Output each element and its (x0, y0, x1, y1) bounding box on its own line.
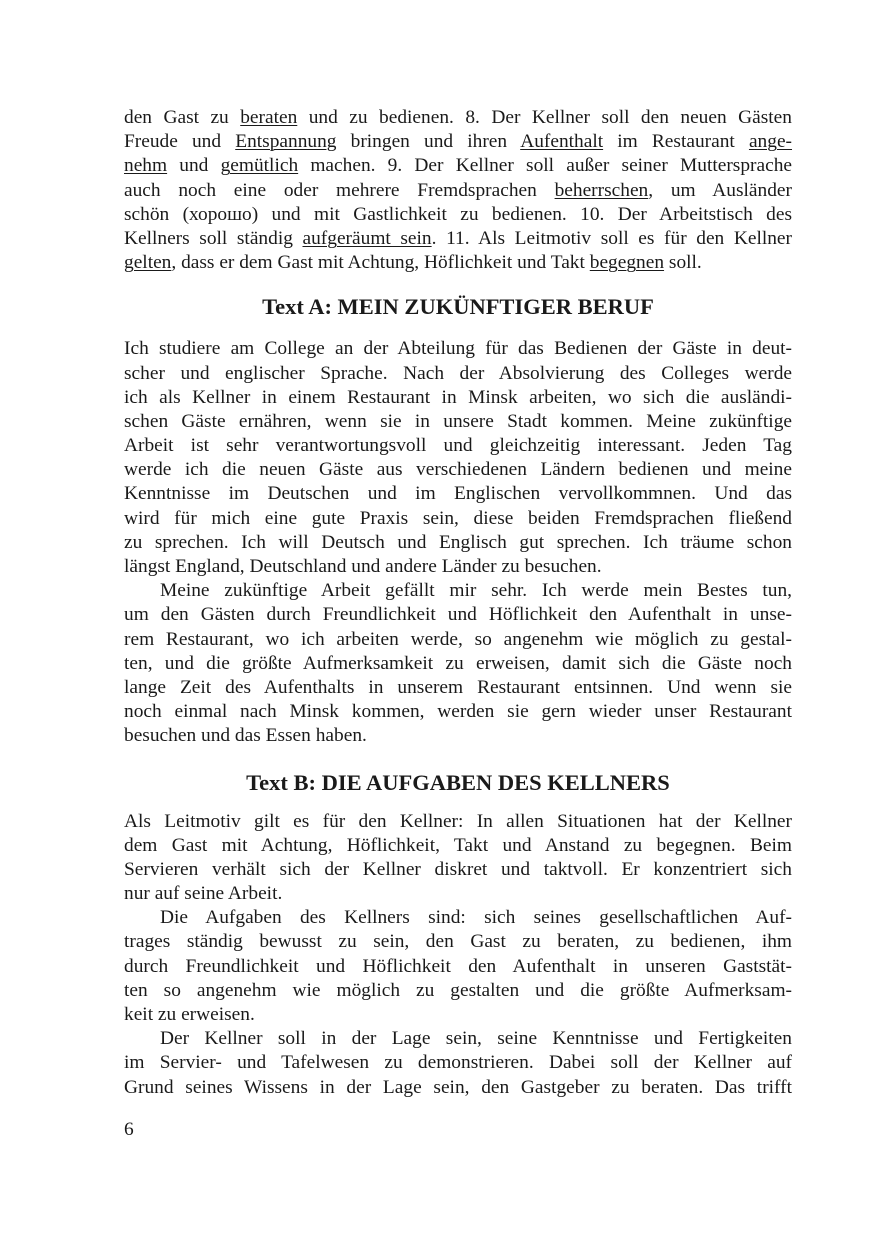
text-line: gelten, dass er dem Gast mit Achtung, Höflichkeit und Takt begegnen soll. (124, 252, 702, 274)
text-line: Die Aufgaben des Kellners sind: sich seines gesellschaftlichen Auf- (160, 907, 792, 929)
text-line: schön (хорошо) und mit Gastlichkeit zu bedienen. 10. Der Arbeitstisch des (124, 203, 792, 225)
text-line: Ich studiere am College an der Abteilung für das Bedienen der Gäste in deut- (124, 338, 792, 360)
intro-section (124, 106, 792, 275)
text-line: trages ständig bewusst zu sein, den Gast zu beraten, zu bedienen, ihm (124, 931, 792, 953)
text-line: noch einmal nach Minsk kommen, werden sie gern wieder unser Restaurant (124, 701, 792, 723)
text-line: werde ich die neuen Gäste aus verschiedenen Ländern bedienen und meine (124, 459, 792, 481)
text-line: nur auf seine Arbeit. (124, 883, 283, 905)
paragraph (124, 1027, 792, 1100)
underlined-term: gemütlich (220, 155, 299, 177)
paragraph (124, 337, 792, 579)
text-a-heading: Text A: MEIN ZUKÜNFTIGER BERUF (262, 294, 654, 320)
text-line: Meine zukünftige Arbeit gefällt mir sehr. Ich werde mein Bestes tun, (160, 580, 792, 602)
underlined-term: ange- (748, 131, 793, 153)
paragraph (124, 906, 792, 1027)
text-line: lange Zeit des Aufenthalts in unserem Restaurant entsinnen. Und wenn sie (124, 676, 792, 698)
text-line: Der Kellner soll in der Lage sein, seine Kenntnisse und Fertigkeiten (160, 1028, 792, 1050)
text-line: auch noch eine oder mehrere Fremdsprachen beherrschen, um Ausländer (124, 179, 792, 201)
text-line: ten so angenehm wie möglich zu gestalten und die größte Aufmerksam- (124, 979, 792, 1001)
text-a-section (124, 292, 792, 748)
underlined-term: Entspannung (235, 131, 337, 153)
underlined-term: aufgeräumt sein (302, 227, 432, 249)
text-line: im Servier- und Tafelwesen zu demonstrieren. Dabei soll der Kellner auf (124, 1052, 792, 1074)
text-line: um den Gästen durch Freundlichkeit und Höflichkeit den Aufenthalt in unse- (124, 604, 792, 626)
page-number: 6 (124, 1119, 134, 1140)
underlined-term: begegnen (589, 252, 665, 274)
text-line: Kellners soll ständig aufgeräumt sein. 11. Als Leitmotiv soll es für den Kellner (124, 227, 792, 249)
text-line: durch Freundlichkeit und Höflichkeit den Aufenthalt in unseren Gaststät- (124, 955, 792, 977)
text-b-heading: Text B: DIE AUFGABEN DES KELLNERS (246, 769, 670, 795)
underlined-term: gelten (124, 252, 172, 274)
text-line: scher und englischer Sprache. Nach der Absolvierung des Colleges werde (124, 362, 792, 384)
page-body (124, 106, 792, 1100)
text-line: längst England, Deutschland und andere Länder zu besuchen. (124, 556, 602, 577)
text-line: Arbeit ist sehr verantwortungsvoll und gleichzeitig interessant. Jeden Tag (124, 435, 792, 457)
text-line: Freude und Entspannung bringen und ihren Aufenthalt im Restaurant ange- (124, 131, 793, 153)
text-b-body (124, 810, 792, 1100)
text-a-body (124, 337, 792, 748)
paragraph (124, 579, 792, 748)
text-b-section (124, 768, 792, 1100)
paragraph (124, 810, 792, 907)
underlined-term: beherrschen (554, 179, 649, 201)
text-line: Kenntnisse im Deutschen und im Englischen vervollkommnen. Und das (124, 483, 792, 505)
text-line: ich als Kellner in einem Restaurant in Minsk arbeiten, wo sich die ausländi- (124, 386, 792, 408)
text-line: zu sprechen. Ich will Deutsch und Englisch gut sprechen. Ich träume schon (124, 531, 792, 553)
underlined-term: Aufenthalt (520, 131, 604, 153)
text-line: Grund seines Wissens in der Lage sein, den Gastgeber zu beraten. Das trifft (124, 1076, 792, 1098)
text-line: nehm und gemütlich machen. 9. Der Kellner soll außer seiner Muttersprache (124, 155, 793, 177)
text-line: schen Gäste ernähren, wenn sie in unsere Stadt kommen. Meine zukünftige (124, 410, 792, 432)
text-line: Als Leitmotiv gilt es für den Kellner: In allen Situationen hat der Kellner (124, 810, 792, 832)
text-line: den Gast zu beraten und zu bedienen. 8. Der Kellner soll den neuen Gästen (124, 107, 792, 128)
text-line: wird für mich eine gute Praxis sein, diese beiden Fremdsprachen fließend (124, 507, 792, 529)
underlined-term: nehm (124, 155, 168, 177)
text-line: ten, und die größte Aufmerksamkeit zu erweisen, damit sich die Gäste noch (124, 652, 792, 674)
underlined-term: beraten (240, 107, 298, 128)
text-line: keit zu erweisen. (124, 1004, 255, 1025)
text-line: Servieren verhält sich der Kellner diskret und taktvoll. Er konzentriert sich (124, 858, 792, 880)
text-line: dem Gast mit Achtung, Höflichkeit, Takt und Anstand zu begegnen. Beim (124, 834, 792, 856)
text-line: rem Restaurant, wo ich arbeiten werde, so angenehm wie möglich zu gestal- (124, 628, 792, 650)
text-line: besuchen und das Essen haben. (124, 725, 367, 747)
